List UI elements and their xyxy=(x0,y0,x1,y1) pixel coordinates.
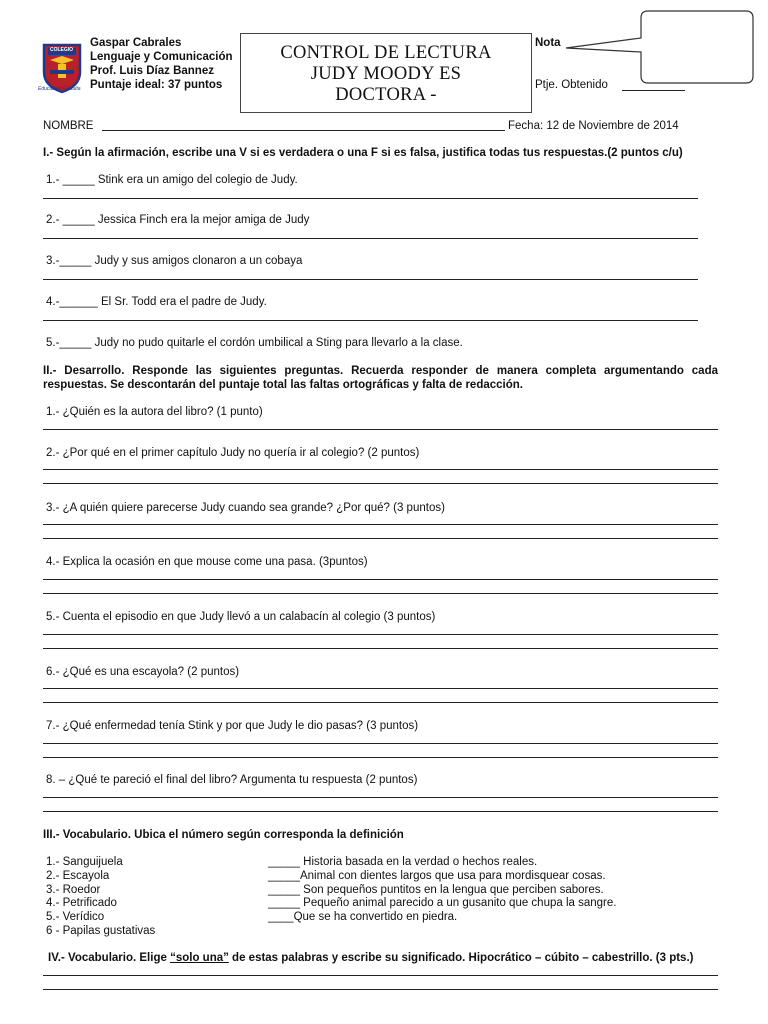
title-box xyxy=(240,33,532,113)
definition-blank[interactable]: _____ xyxy=(268,856,300,868)
answer-line[interactable] xyxy=(43,797,718,798)
answer-line[interactable] xyxy=(43,469,718,470)
solo-una-emphasis: “solo una” xyxy=(170,952,229,964)
vocab-word: 5.- Verídico xyxy=(46,911,105,923)
answer-line[interactable] xyxy=(43,702,718,703)
answer-line[interactable] xyxy=(43,538,718,539)
answer-line[interactable] xyxy=(43,743,718,744)
subject-name: Lenguaje y Comunicación xyxy=(90,51,233,63)
fecha-text: Fecha: 12 de Noviembre de 2014 xyxy=(508,120,679,132)
question-4: 4.- Explica la ocasión en que mouse come una pasa. (3puntos) xyxy=(46,556,368,568)
question-6: 6.- ¿Qué es una escayola? (2 puntos) xyxy=(46,666,240,678)
definition-row: _____ Historia basada en la verdad o hechos reales. xyxy=(268,856,538,868)
question-7: 7.- ¿Qué enfermedad tenía Stink y por que Judy le dio pasas? (3 puntos) xyxy=(46,720,419,732)
definition-blank[interactable]: _____ xyxy=(268,884,300,896)
question-8: 8. – ¿Qué te pareció el final del libro? Argumenta tu respuesta (2 puntos) xyxy=(46,774,418,786)
ptje-label: Ptje. Obtenido xyxy=(535,79,608,91)
tf-blank[interactable]: _____ xyxy=(59,255,92,267)
tf-blank[interactable]: _____ xyxy=(62,174,95,186)
nombre-label: NOMBRE xyxy=(43,120,94,132)
definition-blank[interactable]: ____ xyxy=(268,911,294,923)
tf-item-5: 5.-_____ Judy no pudo quitarle el cordón umbilical a Sting para llevarlo a la clase. xyxy=(46,337,463,349)
school-name: Gaspar Cabrales xyxy=(90,37,182,49)
title-line-2: JUDY MOODY ES xyxy=(310,64,462,84)
definition-blank[interactable]: _____ xyxy=(268,897,300,909)
section-3-heading: III.- Vocabulario. Ubica el número según corresponda la definición xyxy=(43,829,404,841)
tf-item-2: 2.- _____ Jessica Finch era la mejor amiga de Judy xyxy=(46,214,310,226)
answer-line[interactable] xyxy=(43,811,718,812)
answer-line[interactable] xyxy=(43,593,718,594)
answer-line[interactable] xyxy=(43,483,718,484)
justify-line-3[interactable] xyxy=(43,279,698,280)
title-line-1: CONTROL DE LECTURA xyxy=(280,43,492,63)
teacher-name: Prof. Luis Díaz Bannez xyxy=(90,65,214,77)
ideal-score: Puntaje ideal: 37 puntos xyxy=(90,79,223,91)
ptje-answer-line[interactable] xyxy=(622,90,685,91)
definition-blank[interactable]: _____ xyxy=(268,870,300,882)
answer-line[interactable] xyxy=(43,429,718,430)
answer-line[interactable] xyxy=(43,648,718,649)
justify-line-2[interactable] xyxy=(43,238,698,239)
section-1-heading: I.- Según la afirmación, escribe una V si es verdadera o una F si es falsa, justifica todas tus respuestas.(2 puntos c/u) xyxy=(43,147,683,159)
vocab-word: 6 - Papilas gustativas xyxy=(46,925,156,937)
question-3: 3.- ¿A quién quiere parecerse Judy cuando sea grande? ¿Por qué? (3 puntos) xyxy=(46,502,445,514)
answer-line[interactable] xyxy=(43,634,718,635)
title-line-3: DOCTORA - xyxy=(335,85,437,105)
definition-row: _____ Pequeño animal parecido a un gusanito que chupa la sangre. xyxy=(268,897,617,909)
justify-line-1[interactable] xyxy=(43,198,698,199)
answer-line[interactable] xyxy=(43,989,718,990)
vocab-word: 4.- Petrificado xyxy=(46,897,117,909)
answer-line[interactable] xyxy=(43,579,718,580)
nombre-field[interactable] xyxy=(102,130,505,131)
definition-row: _____ Son pequeños puntitos en la lengua que perciben sabores. xyxy=(268,884,604,896)
vocab-word: 2.- Escayola xyxy=(46,870,110,882)
justify-line-4[interactable] xyxy=(43,320,698,321)
vocab-word: 3.- Roedor xyxy=(46,884,101,896)
tf-blank[interactable]: _____ xyxy=(59,337,92,349)
logo-bottom-text: Educación Gratuita xyxy=(38,86,81,92)
tf-item-4: 4.-______ El Sr. Todd era el padre de Judy. xyxy=(46,296,267,308)
question-2: 2.- ¿Por qué en el primer capítulo Judy no quería ir al colegio? (2 puntos) xyxy=(46,447,420,459)
tf-item-1: 1.- _____ Stink era un amigo del colegio de Judy. xyxy=(46,174,298,186)
definition-row: _____Animal con dientes largos que usa para mordisquear cosas. xyxy=(268,870,606,882)
section-2-heading: II.- Desarrollo. Responde las siguientes preguntas. Recuerda responder de manera completa argumentando cada respuestas. Se descontarán del puntaje total las faltas ortográficas y falta de redacción. xyxy=(43,365,718,391)
answer-line[interactable] xyxy=(43,975,718,976)
logo-top-text: COLEGIO xyxy=(50,47,74,53)
answer-line[interactable] xyxy=(43,688,718,689)
tf-blank[interactable]: ______ xyxy=(59,296,98,308)
school-logo xyxy=(40,42,84,94)
question-5: 5.- Cuenta el episodio en que Judy llevó a un calabacín al colegio (3 puntos) xyxy=(46,611,436,623)
definition-row: ____Que se ha convertido en piedra. xyxy=(268,911,458,923)
tf-item-3: 3.-_____ Judy y sus amigos clonaron a un cobaya xyxy=(46,255,303,267)
nota-label: Nota xyxy=(535,37,561,49)
tf-blank[interactable]: _____ xyxy=(62,214,95,226)
vocab-word: 1.- Sanguijuela xyxy=(46,856,123,868)
answer-line[interactable] xyxy=(43,757,718,758)
question-1: 1.- ¿Quién es la autora del libro? (1 punto) xyxy=(46,406,263,418)
grade-callout-bubble[interactable] xyxy=(560,8,760,88)
answer-line[interactable] xyxy=(43,524,718,525)
section-4-heading: IV.- Vocabulario. Elige “solo una” de estas palabras y escribe su significado. Hipocrático – cúbito – cabestrillo. (3 pts.) xyxy=(48,952,694,964)
